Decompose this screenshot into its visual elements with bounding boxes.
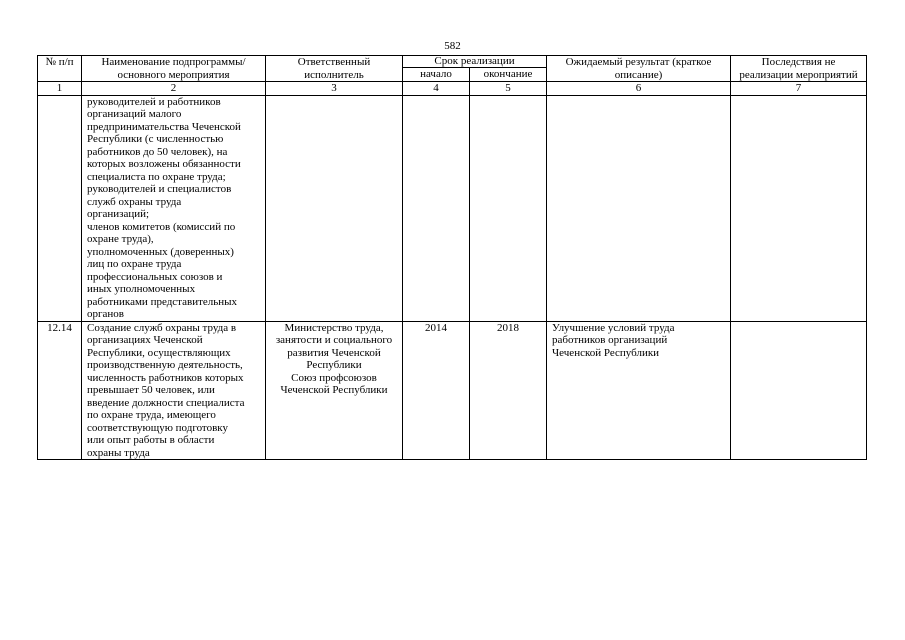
header-row-1 bbox=[38, 56, 867, 68]
header-num: № п/п bbox=[38, 56, 82, 82]
cell-text-line: организациях Чеченской bbox=[87, 334, 203, 346]
cell-text-line: занятости и социального bbox=[275, 334, 393, 346]
row-responsible bbox=[266, 95, 403, 321]
cell-text-line: Министерство труда, bbox=[284, 321, 384, 334]
row-name bbox=[82, 95, 266, 321]
header-period: Срок реализации bbox=[403, 56, 547, 68]
header-consequences: Последствия не реализации мероприятий bbox=[731, 56, 867, 82]
column-numbers-row bbox=[38, 82, 867, 96]
cell-text-line: по охране труда, имеющего bbox=[87, 409, 216, 421]
cell-text-line: производственную деятельность, bbox=[87, 359, 243, 371]
cell-text-line: организаций; bbox=[87, 208, 150, 220]
cell-text-line: работников до 50 человек), на bbox=[87, 145, 228, 158]
cell-text-line: введение должности специалиста bbox=[87, 396, 245, 409]
cell-text-line: органов bbox=[87, 308, 124, 320]
column-number: 4 bbox=[403, 82, 470, 96]
cell-text-line: развития Чеченской bbox=[287, 346, 381, 359]
cell-text-line: специалиста по охране труда; bbox=[87, 170, 226, 183]
cell-text-line: Чеченской Республики bbox=[552, 346, 660, 359]
cell-text-line: служб охраны труда bbox=[87, 195, 182, 208]
column-number: 7 bbox=[731, 82, 867, 96]
cell-text-line: Республики (с численностью bbox=[87, 133, 224, 145]
row-num: 12.14 bbox=[38, 321, 82, 460]
cell-text-line: численность работников которых bbox=[87, 371, 244, 384]
cell-text-line: охраны труда bbox=[87, 446, 150, 459]
cell-text-line: работников организаций bbox=[552, 334, 668, 346]
cell-text-line: лиц по охране труда bbox=[87, 258, 182, 270]
cell-text-line: работниками представительных bbox=[87, 295, 238, 308]
cell-text-line: соответствующую подготовку bbox=[87, 421, 228, 434]
cell-text-line: профессиональных союзов и bbox=[87, 270, 223, 283]
row-end bbox=[470, 95, 547, 321]
header-responsible: Ответственный исполнитель bbox=[266, 56, 403, 82]
cell-text-line: Республики, осуществляющих bbox=[87, 346, 231, 359]
row-result bbox=[547, 95, 731, 321]
cell-text-line: руководителей и специалистов bbox=[87, 183, 232, 195]
row-responsible bbox=[266, 321, 403, 460]
cell-text-line: организаций малого bbox=[87, 108, 182, 120]
activities-table bbox=[37, 55, 867, 460]
column-number: 1 bbox=[38, 82, 82, 96]
cell-text-line: членов комитетов (комиссий по bbox=[87, 220, 236, 233]
column-number: 6 bbox=[547, 82, 731, 96]
cell-text-line: предпринимательства Чеченской bbox=[87, 120, 241, 133]
cell-text-line: Создание служб охраны труда в bbox=[87, 321, 237, 334]
table-row bbox=[38, 95, 867, 321]
row-start bbox=[403, 95, 470, 321]
cell-text-line: Союз профсоюзов bbox=[291, 371, 377, 384]
cell-text-line: превышает 50 человек, или bbox=[87, 384, 215, 396]
cell-text-line: руководителей и работников bbox=[87, 95, 221, 108]
column-number: 2 bbox=[82, 82, 266, 96]
cell-text-line: уполномоченных (доверенных) bbox=[87, 245, 234, 258]
row-consequences bbox=[731, 321, 867, 460]
row-end: 2018 bbox=[470, 321, 547, 460]
cell-text-line: Республики bbox=[306, 359, 362, 371]
table-row bbox=[38, 321, 867, 460]
column-number: 3 bbox=[266, 82, 403, 96]
cell-text-line: Улучшение условий труда bbox=[552, 321, 675, 334]
cell-text-line: охране труда), bbox=[87, 233, 154, 245]
row-result bbox=[547, 321, 731, 460]
cell-text-line: иных уполномоченных bbox=[87, 283, 196, 295]
header-start: начало bbox=[403, 68, 470, 82]
header-result: Ожидаемый результат (краткое описание) bbox=[547, 56, 731, 82]
cell-text-line: которых возложены обязанности bbox=[87, 158, 241, 170]
cell-text-line: или опыт работы в области bbox=[87, 434, 215, 446]
page-number: 582 bbox=[444, 40, 461, 52]
header-name: Наименование подпрограммы/ основного мероприятия bbox=[82, 56, 266, 82]
column-number: 5 bbox=[470, 82, 547, 96]
cell-text-line: Чеченской Республики bbox=[280, 384, 388, 396]
row-start: 2014 bbox=[403, 321, 470, 460]
row-consequences bbox=[731, 95, 867, 321]
row-name bbox=[82, 321, 266, 460]
row-num bbox=[38, 95, 82, 321]
header-end: окончание bbox=[470, 68, 547, 82]
